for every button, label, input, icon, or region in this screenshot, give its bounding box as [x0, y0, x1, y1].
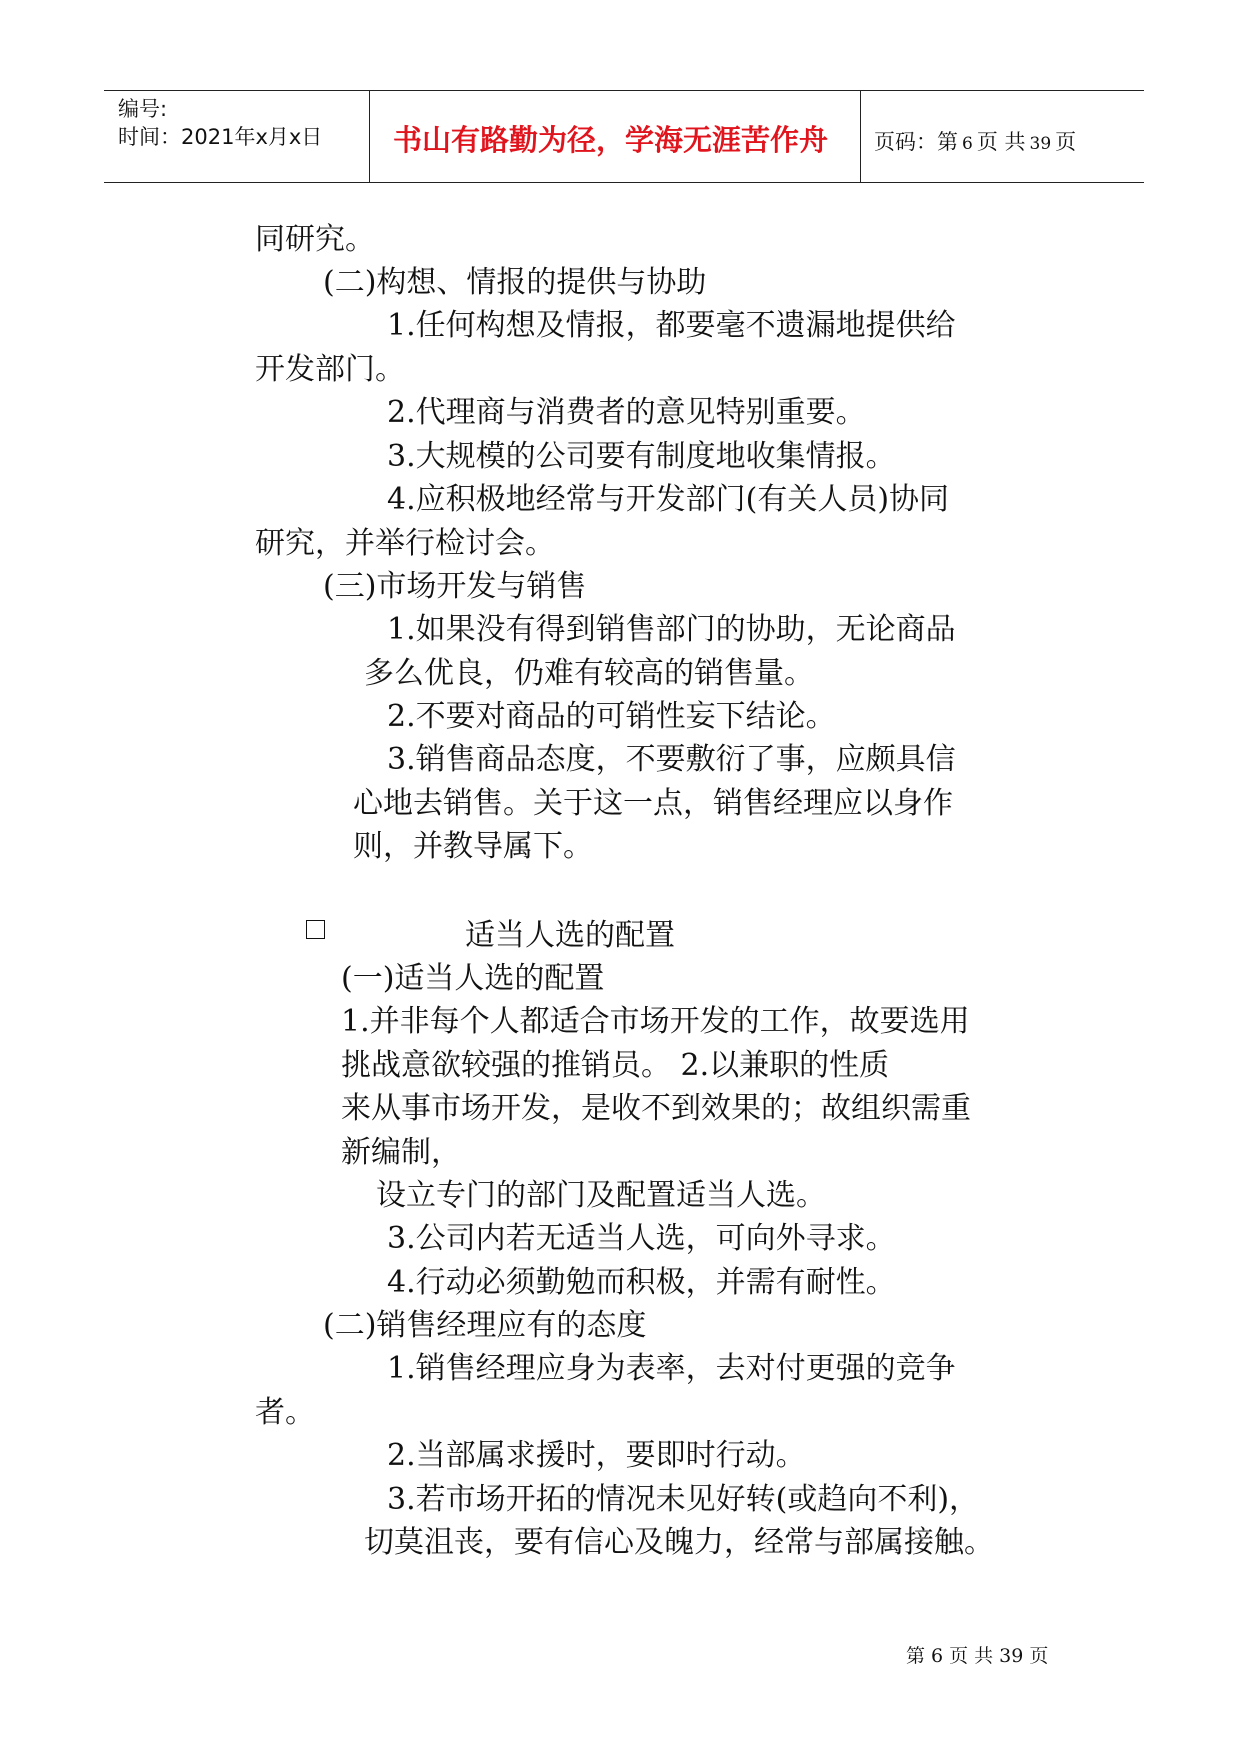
- header-divider-left: [369, 90, 370, 182]
- header-time-label: 时间：2021年x月x日: [118, 125, 323, 149]
- footer-page-indicator: [906, 1641, 1048, 1668]
- text-line: 4.行动必须勤勉而积极，并需有耐性。: [387, 1265, 896, 1300]
- text-line: 3.销售商品态度，不要敷衍了事，应颇具信: [387, 742, 956, 777]
- footer-page-current: 6: [931, 1645, 944, 1667]
- header-top-rule: [104, 90, 1144, 91]
- text-line: 1.如果没有得到销售部门的协助，无论商品: [387, 612, 956, 647]
- text-line: 3.大规模的公司要有制度地收集情报。: [387, 439, 896, 474]
- header-page-current: 6: [962, 134, 973, 154]
- footer-page-suffix: 页: [1029, 1645, 1049, 1667]
- footer-page-mid: 页 共: [949, 1645, 994, 1667]
- header-number-label: 编号:: [118, 97, 168, 121]
- header-page-mid: 页 共: [976, 130, 1026, 154]
- section-heading: (二)构想、情报的提供与协助: [323, 265, 707, 300]
- text-line: 1.销售经理应身为表率，去对付更强的竞争: [387, 1351, 956, 1386]
- text-line: 心地去销售。关于这一点，销售经理应以身作: [353, 786, 953, 821]
- text-line: 4.应积极地经常与开发部门(有关人员)协同: [387, 482, 950, 517]
- header-page-total: 39: [1029, 134, 1052, 154]
- text-line: 2.代理商与消费者的意见特别重要。: [387, 395, 866, 430]
- section-heading: (一)适当人选的配置: [341, 961, 605, 996]
- text-line: 2.不要对商品的可销性妄下结论。: [387, 699, 836, 734]
- footer-page-prefix: 第: [906, 1645, 926, 1667]
- header-motto: 书山有路勤为径，学海无涯苦作舟: [393, 123, 829, 157]
- text-line: 者。: [255, 1395, 315, 1430]
- header-divider-right: [860, 90, 861, 182]
- text-line: 1.并非每个人都适合市场开发的工作，故要选用: [341, 1004, 970, 1039]
- section-heading: (二)销售经理应有的态度: [323, 1308, 647, 1343]
- header-page-suffix: 页: [1055, 130, 1077, 154]
- header-bottom-rule: [104, 182, 1144, 183]
- text-line: 设立专门的部门及配置适当人选。: [376, 1178, 826, 1213]
- text-line: 多么优良，仍难有较高的销售量。: [364, 656, 814, 691]
- text-line: 新编制，: [341, 1135, 461, 1170]
- text-line: 开发部门。: [255, 352, 405, 387]
- text-line: 研究，并举行检讨会。: [255, 526, 555, 561]
- footer-page-total: 39: [999, 1645, 1024, 1667]
- text-line: 同研究。: [255, 222, 375, 257]
- text-line: 3.公司内若无适当人选，可向外寻求。: [387, 1221, 896, 1256]
- bullet-square-icon: [306, 920, 325, 939]
- section-title: 适当人选的配置: [465, 918, 675, 953]
- text-line: 则，并教导属下。: [353, 829, 593, 864]
- section-heading: (三)市场开发与销售: [323, 569, 587, 604]
- header-page-prefix: 页码：第: [874, 130, 958, 154]
- text-line: 3.若市场开拓的情况未见好转(或趋向不利)，: [387, 1482, 980, 1517]
- text-line: 切莫沮丧，要有信心及魄力，经常与部属接触。: [364, 1525, 994, 1560]
- text-line: 1.任何构想及情报，都要毫不遗漏地提供给: [387, 308, 956, 343]
- header-page-indicator: [874, 126, 1076, 156]
- text-line: 挑战意欲较强的推销员。 2.以兼职的性质: [341, 1048, 890, 1083]
- text-line: 来从事市场开发，是收不到效果的；故组织需重: [341, 1091, 971, 1126]
- text-line: 2.当部属求援时，要即时行动。: [387, 1438, 806, 1473]
